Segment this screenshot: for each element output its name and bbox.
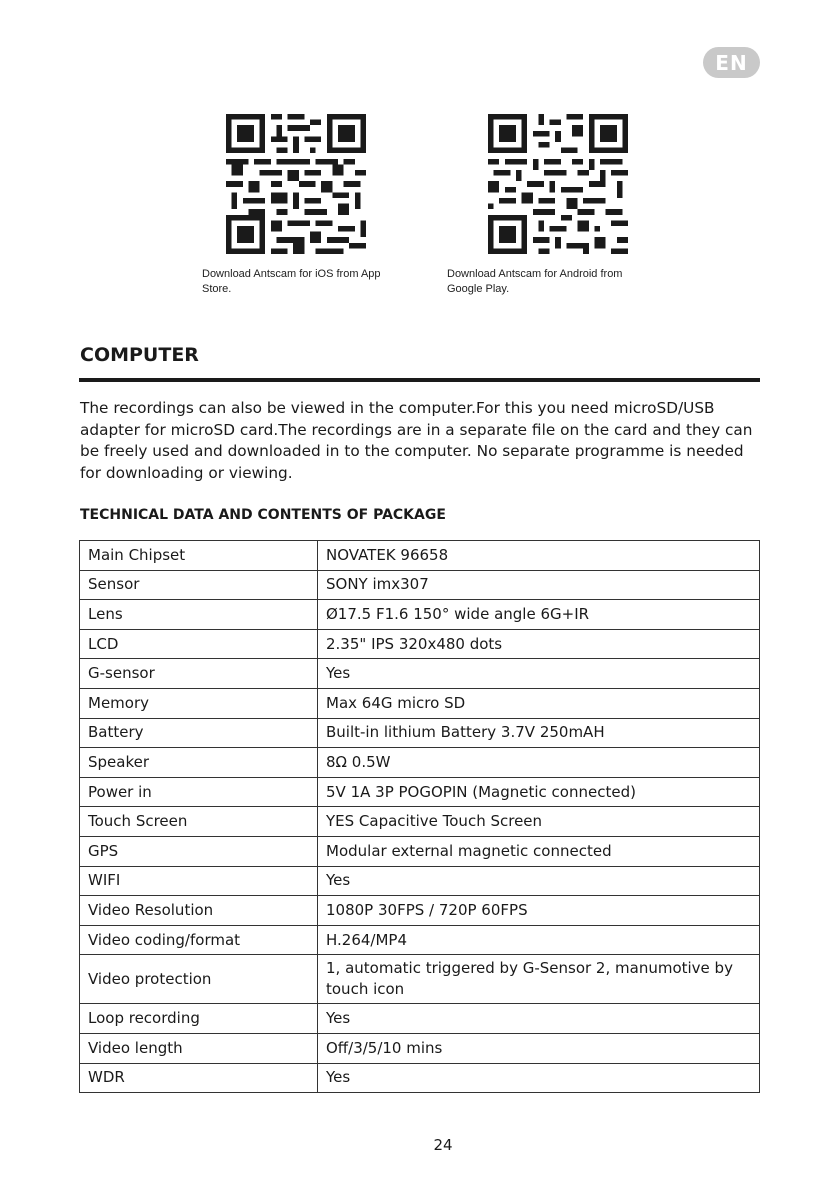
spec-label: GPS <box>80 836 318 866</box>
spec-value: Yes <box>318 1004 760 1034</box>
table-row <box>80 955 760 1004</box>
spec-value: NOVATEK 96658 <box>318 541 760 571</box>
spec-value: Yes <box>318 866 760 896</box>
spec-value: 5V 1A 3P POGOPIN (Magnetic connected) <box>318 777 760 807</box>
spec-label: Loop recording <box>80 1004 318 1034</box>
section-divider <box>79 378 760 382</box>
spec-label: G-sensor <box>80 659 318 689</box>
table-row <box>80 659 760 689</box>
table-row <box>80 600 760 630</box>
spec-value: Yes <box>318 659 760 689</box>
spec-label: Lens <box>80 600 318 630</box>
table-row <box>80 925 760 955</box>
spec-value: 2.35" IPS 320x480 dots <box>318 629 760 659</box>
spec-value: Modular external magnetic connected <box>318 836 760 866</box>
spec-label: Sensor <box>80 570 318 600</box>
computer-heading: COMPUTER <box>80 344 199 366</box>
technical-data-heading: TECHNICAL DATA AND CONTENTS OF PACKAGE <box>80 507 446 523</box>
page-number: 24 <box>433 1136 453 1154</box>
spec-value: 1, automatic triggered by G-Sensor 2, manumotive by touch icon <box>318 955 760 1004</box>
spec-label: WDR <box>80 1063 318 1093</box>
spec-label: Video Resolution <box>80 896 318 926</box>
spec-value: YES Capacitive Touch Screen <box>318 807 760 837</box>
spec-label: Main Chipset <box>80 541 318 571</box>
technical-data-table <box>79 540 760 1093</box>
spec-value: Max 64G micro SD <box>318 688 760 718</box>
spec-value: 1080P 30FPS / 720P 60FPS <box>318 896 760 926</box>
spec-label: WIFI <box>80 866 318 896</box>
spec-value: Yes <box>318 1063 760 1093</box>
table-row <box>80 629 760 659</box>
spec-value: Ø17.5 F1.6 150° wide angle 6G+IR <box>318 600 760 630</box>
spec-label: LCD <box>80 629 318 659</box>
spec-label: Video length <box>80 1033 318 1063</box>
qr-code-android-icon <box>488 114 628 254</box>
table-row <box>80 541 760 571</box>
table-row <box>80 1033 760 1063</box>
qr-caption-ios: Download Antscam for iOS from App Store. <box>202 268 381 295</box>
table-row <box>80 570 760 600</box>
spec-value: Off/3/5/10 mins <box>318 1033 760 1063</box>
spec-value: SONY imx307 <box>318 570 760 600</box>
table-row <box>80 896 760 926</box>
table-row <box>80 718 760 748</box>
qr-code-ios-icon <box>226 114 366 254</box>
table-row <box>80 748 760 778</box>
spec-label: Power in <box>80 777 318 807</box>
qr-caption-android: Download Antscam for Android from Google Play. <box>447 268 623 295</box>
spec-value: 8Ω 0.5W <box>318 748 760 778</box>
spec-value: Built-in lithium Battery 3.7V 250mAH <box>318 718 760 748</box>
table-row <box>80 836 760 866</box>
spec-label: Battery <box>80 718 318 748</box>
spec-label: Video protection <box>80 955 318 1004</box>
computer-paragraph: The recordings can also be viewed in the computer.For this you need microSD/USB adapter for microSD card.The recordings are in a separate file on the card and they can be freely used and downloaded in to the computer. No separate programme is needed for downloading or viewing. <box>80 399 753 482</box>
spec-label: Video coding/format <box>80 925 318 955</box>
spec-label: Memory <box>80 688 318 718</box>
table-row <box>80 1004 760 1034</box>
table-row <box>80 777 760 807</box>
language-badge: EN <box>703 47 760 78</box>
spec-label: Speaker <box>80 748 318 778</box>
table-row <box>80 807 760 837</box>
spec-value: H.264/MP4 <box>318 925 760 955</box>
table-row <box>80 688 760 718</box>
spec-label: Touch Screen <box>80 807 318 837</box>
table-row <box>80 866 760 896</box>
table-row <box>80 1063 760 1093</box>
